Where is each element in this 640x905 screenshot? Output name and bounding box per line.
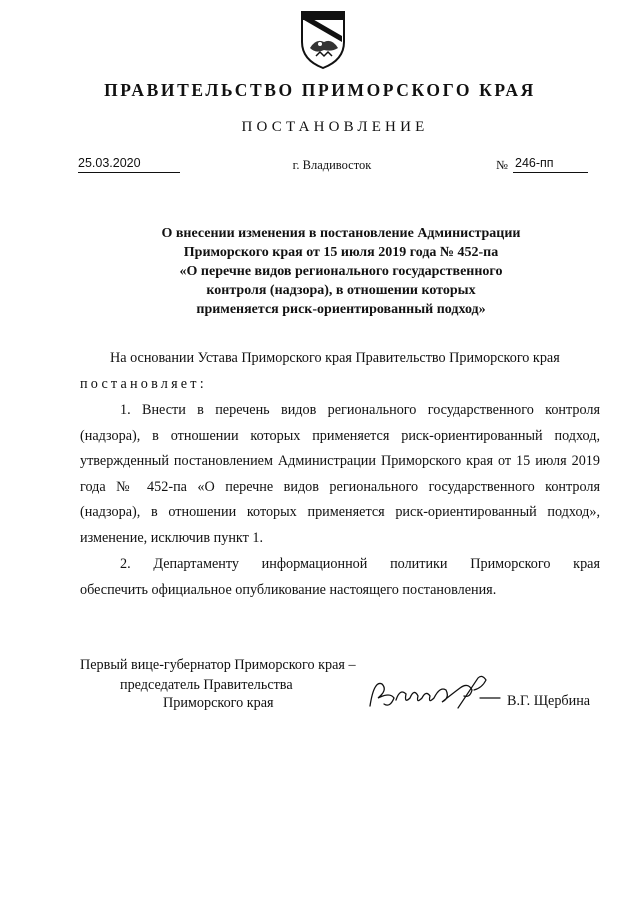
subject-line: контроля (надзора), в отношении которых bbox=[206, 283, 476, 298]
handwritten-signature-icon bbox=[360, 668, 510, 718]
document-subject bbox=[120, 224, 562, 319]
document-city: г. Владивосток bbox=[292, 158, 372, 172]
item-2-line-2: обеспечить официальное опубликование настоящего постановления. bbox=[80, 581, 497, 598]
item-1-paragraph: 1. Внести в перечень видов регионального государственного контроля (надзора), в отношении которых применяется риск-ориентированный подход, утвержденный постановлением Администрации Приморского края от 15 июля 2019 года № 452-па «О перечне видов регионального государственного контроля (надзора), в отношении которых применяется риск-ориентированный подход», изменение, исключив пункт 1. bbox=[80, 402, 600, 546]
signatory-position-line-2: председатель Правительства bbox=[120, 677, 293, 693]
subject-line: «О перечне видов регионального государственного bbox=[179, 264, 503, 279]
item-2-paragraph bbox=[80, 552, 600, 603]
basis-paragraph bbox=[80, 346, 600, 397]
signatory-position-line-1: Первый вице-губернатор Приморского края – bbox=[80, 657, 356, 673]
document-number: 246-пп bbox=[513, 156, 588, 173]
document-type: ПОСТАНОВЛЕНИЕ bbox=[241, 119, 429, 135]
coat-of-arms-icon bbox=[298, 8, 348, 70]
subject-line: О внесении изменения в постановление Администрации bbox=[161, 226, 521, 241]
signatory-position-line-3: Приморского края bbox=[163, 695, 274, 711]
document-date: 25.03.2020 bbox=[78, 156, 180, 173]
resolves-word: постановляет: bbox=[80, 375, 207, 392]
signatory-name: В.Г. Щербина bbox=[507, 693, 591, 709]
basis-text: На основании Устава Приморского края Правительство Приморского края bbox=[110, 350, 560, 366]
subject-line: применяется риск-ориентированный подход» bbox=[196, 302, 486, 317]
government-title: ПРАВИТЕЛЬСТВО ПРИМОРСКОГО КРАЯ bbox=[104, 80, 536, 100]
item-2-line-1: 2. Департаменту информационной политики Приморского края bbox=[120, 556, 600, 572]
signature-block bbox=[80, 657, 600, 727]
subject-line: Приморского края от 15 июля 2019 года № 452-па bbox=[183, 245, 499, 260]
number-sign: № bbox=[496, 158, 508, 172]
